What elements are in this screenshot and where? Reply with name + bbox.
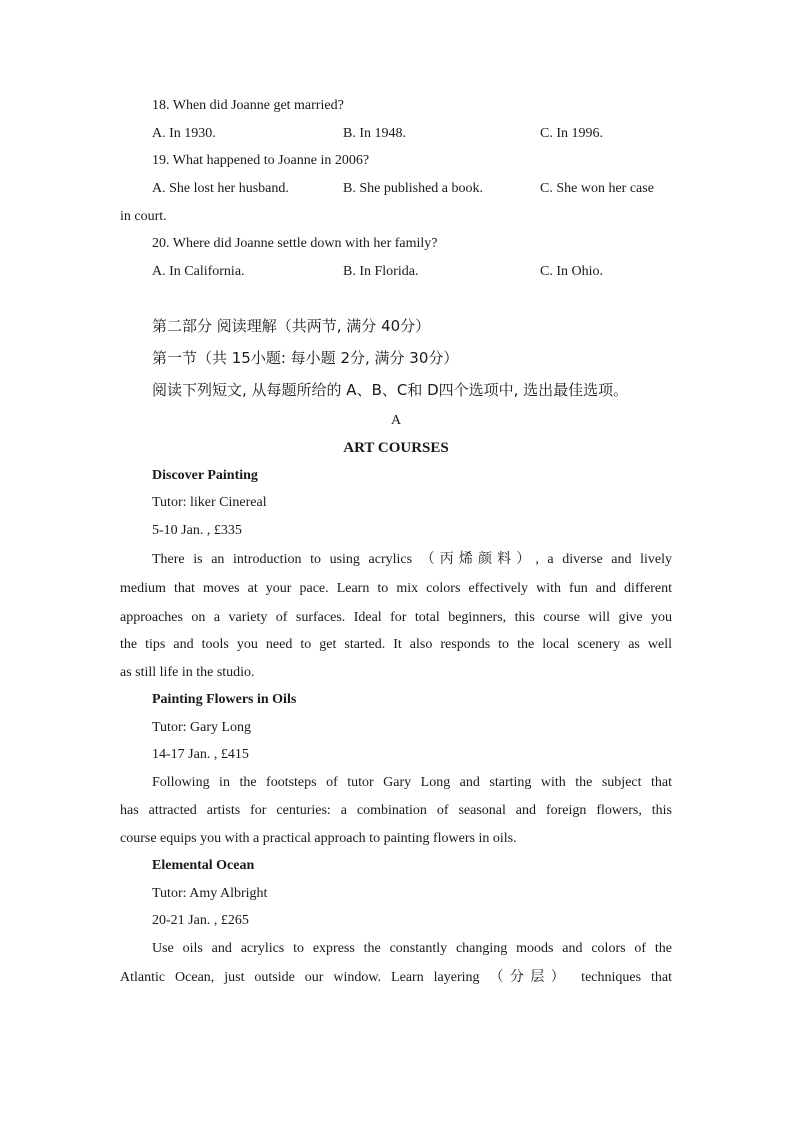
question-20-option-b: B. In Florida. — [343, 264, 419, 279]
course-name: Discover Painting — [152, 468, 258, 483]
course-date-price: 5-10 Jan. , £335 — [152, 523, 242, 538]
paragraph-line: has attracted artists for centuries: a combination of seasonal and foreign flowers, this — [120, 803, 672, 818]
passage-title: ART COURSES — [343, 440, 449, 456]
question-19-option-c-wrap: in court. — [120, 209, 167, 224]
paragraph-last-line: course equips you with a practical approach to painting flowers in oils. — [120, 831, 517, 846]
question-20-stem: 20. Where did Joanne settle down with her family? — [152, 236, 438, 251]
paragraph-line: the tips and tools you need to get started. It also responds to the local scenery as well — [120, 637, 672, 652]
passage-letter: A — [390, 413, 402, 428]
question-19-stem: 19. What happened to Joanne in 2006? — [152, 153, 370, 168]
course-name: Elemental Ocean — [152, 858, 255, 873]
paragraph-line: medium that moves at your pace. Learn to mix colors effectively with fun and different — [120, 581, 672, 596]
question-18-option-c: C. In 1996. — [540, 126, 603, 141]
sub-title: 第一节（共 15小题: 每小题 2分, 满分 30分） — [152, 349, 459, 367]
question-19-option-a: A. She lost her husband. — [152, 181, 289, 196]
paragraph-line: Atlantic Ocean, just outside our window. Learn layering （分层） techniques that — [120, 970, 672, 985]
question-18-option-b: B. In 1948. — [343, 126, 406, 141]
question-20-option-a: A. In California. — [152, 264, 245, 279]
course-date-price: 14-17 Jan. , £415 — [152, 747, 249, 762]
instruction: 阅读下列短文, 从每题所给的 A、B、C和 D四个选项中, 选出最佳选项。 — [152, 381, 629, 399]
paragraph-line: Use oils and acrylics to express the constantly changing moods and colors of the — [152, 941, 672, 956]
course-date-price: 20-21 Jan. , £265 — [152, 913, 249, 928]
question-18-stem: 18. When did Joanne get married? — [152, 98, 344, 113]
question-19-option-c: C. She won her case — [540, 181, 654, 196]
course-tutor: Tutor: Gary Long — [152, 720, 252, 735]
question-19-option-b: B. She published a book. — [343, 181, 483, 196]
paragraph-line: Following in the footsteps of tutor Gary Long and starting with the subject that — [152, 775, 672, 790]
paragraph-line: approaches on a variety of surfaces. Ideal for total beginners, this course will give you — [120, 610, 672, 625]
part-title: 第二部分 阅读理解（共两节, 满分 40分） — [152, 317, 431, 335]
course-tutor: Tutor: liker Cinereal — [152, 495, 267, 510]
course-name: Painting Flowers in Oils — [152, 692, 297, 707]
course-tutor: Tutor: Amy Albright — [152, 886, 268, 901]
paragraph-line: There is an introduction to using acrylics （丙烯颜料）, a diverse and lively — [152, 552, 672, 567]
question-20-option-c: C. In Ohio. — [540, 264, 603, 279]
question-18-option-a: A. In 1930. — [152, 126, 216, 141]
paragraph-last-line: as still life in the studio. — [120, 665, 255, 680]
